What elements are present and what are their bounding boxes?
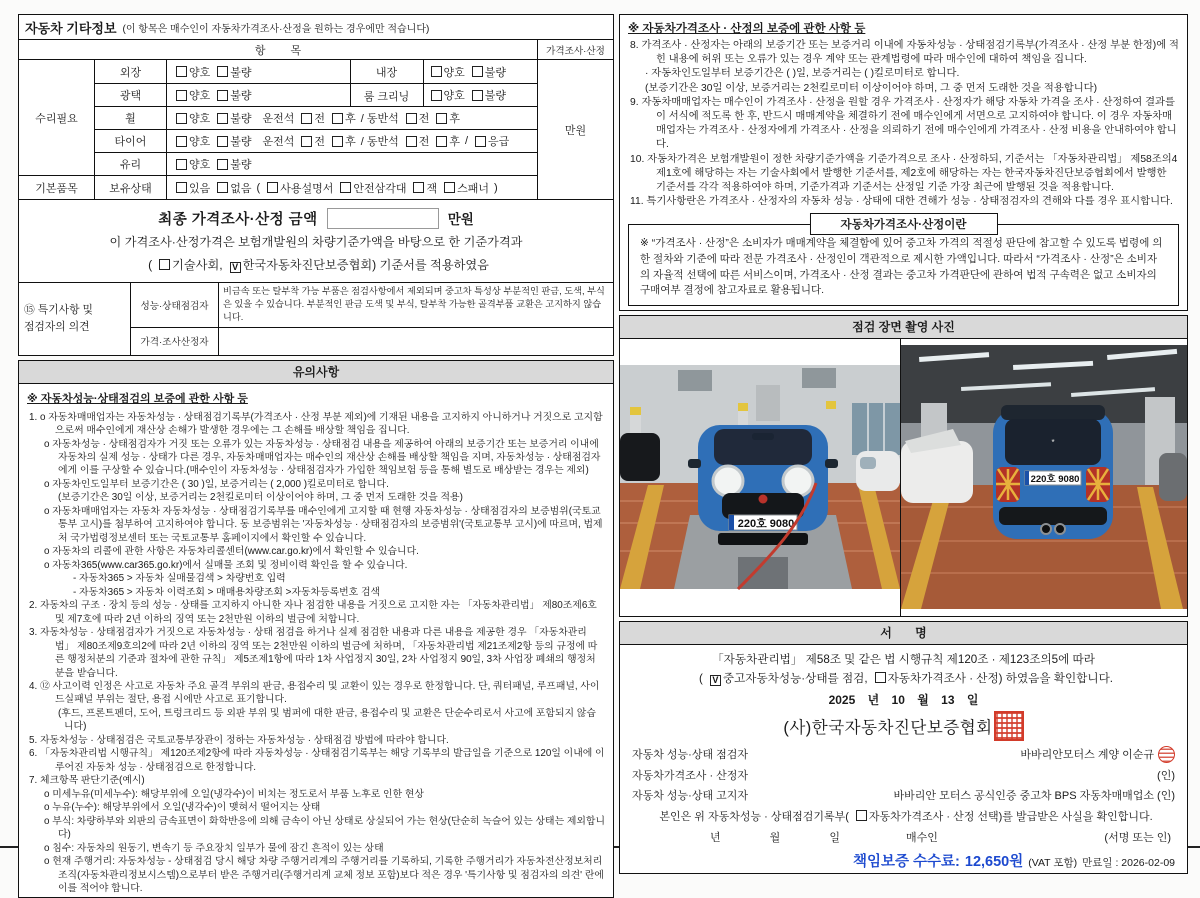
final-amount-section [19,199,613,282]
price-appraisal-warranty-box [619,14,1188,311]
buyer-signature-row [632,829,1175,845]
row-checkboxes [167,130,537,152]
checkbox-label: 불량 [230,66,252,79]
text: ) [494,181,498,194]
signer-row-appraiser [632,767,1175,783]
row-checkboxes [167,60,537,83]
notice-paragraph: 5. 자동차성능 · 상태점검은 국토교통부장관이 정하는 자동차성능 · 상태점검 방법에 따라야 합니다. [29,734,449,746]
checkbox[interactable] [431,90,442,101]
checkbox[interactable] [472,66,483,77]
warranty-fee-label: 책임보증 수수료: [852,853,960,870]
notice-paragraph: (후드, 프론트펜더, 도어, 트렁크리드 등 외판 부위 및 범퍼에 대한 판금, 용접수리 및 교환은 단순수리로서 사고에 포함되지 않습니다) [58,707,596,733]
checkbox[interactable] [436,136,447,147]
repair-row-wheel [95,106,537,129]
signer-value: (인) [1157,769,1175,782]
notice-box [18,384,614,898]
inspector-opinion-row [131,283,613,328]
signer-value: 바바리안 모터스 공식인증 중고차 BPS 자동차매매업소 (인) [893,789,1175,802]
rear-license-plate: 220호 9080 [1030,474,1080,486]
checkbox[interactable] [472,90,483,101]
signer-value: 바바리안모터스 계양 이순규 [1020,749,1154,762]
checkbox-label: 안전삼각대 [353,182,407,195]
text: ( [699,671,703,685]
checkbox-label: 불량 [230,159,252,171]
checkbox[interactable] [436,113,447,124]
appraiser-opinion-text [219,328,613,355]
notice-subheading: ※ 자동차성능·상태점검의 보증에 관한 사항 등 [27,392,248,405]
notice-paragraph: (보증기간은 30일 이상, 보증거리는 2천킬로미터 이상이어야 하며, 그 중 먼저 도래한 것을 적용) [58,492,463,504]
vehicle-other-info-table [18,14,614,356]
photo-front [620,365,900,589]
warranty-fee-row [632,850,1175,871]
signer-value-wrap [1020,746,1175,763]
sub-label: 룸 크리닝 [350,84,424,107]
repair-row-glass [95,152,537,175]
checkbox-label: 불량 [484,90,507,102]
checkbox[interactable] [176,66,187,77]
notice-paragraph: o 자동차매매업자는 자동차 자동차성능 · 상태점검기록부를 매수인에게 고지할 때 현행 자동차성능 · 상태점검자의 보증범위(국토교통부 고시)를 첨부하여 고지하여야 합니다. 동 보증범위는 '자동차성능 · 상태점검자의 보증범위'(국토교통부 고시)에 따르며, 법제처 국가법령정보센터 또는 국토교통부 홈페이지에서 확인할 수 있습니다. [44,505,603,544]
checkbox-label: 자동차가격조사 · 산정 선택)를 발급받은 사실을 확인합니다. [868,810,1153,823]
checkbox-label: 양호 [443,66,465,79]
signer-row-inspector [632,746,1175,763]
inspector-opinion-text: 비금속 또는 탈부착 가능 부품은 점검사항에서 제외되며 중고차 특성상 부분적인 판금, 도색, 부식은 있을 수 있습니다. 부분적인 판금 도색 및 부식, 탈부착 가능한 골격부품 교환은 고지하지 않습니다. [223,286,605,323]
buyer-label: 매수인 [906,831,938,844]
checkbox-label: 양호 [189,113,211,125]
text: ( [256,181,261,194]
signer-label: 자동차 성능·상태 점검자 [632,749,749,762]
buyer-confirm-line [632,808,1175,824]
repair-rows [95,60,537,175]
table-title-note: (이 항목은 매수인이 자동차가격조사·산정을 원하는 경우에만 적습니다) [122,23,430,35]
notice-paragraph: o 부식: 차량하부와 외판의 금속표면이 화학반응에 의해 금속이 아닌 상태로 상실되어 가는 현상(단순히 녹슬어 있는 상태는 제외합니다) [44,815,606,841]
notice-paragraph: o 자동차의 리콜에 관한 사항은 자동차리콜센터(www.car.go.kr)에서 확인할 수 있습니다. [44,546,419,558]
notice-paragraph: (보증기간은 30일 이상, 보증거리는 2천킬로미터 이상이어야 하며, 그 중 먼저 도래한 것을 적용합니다) [645,82,1098,94]
warranty-fee-vat: (VAT 포함) [1028,856,1078,869]
signer-label: 자동차 성능·상태 고지자 [632,789,749,802]
table-title-row [19,15,613,40]
checkbox[interactable]: V [710,675,721,686]
table-main [19,40,537,199]
photo-rear-cell [900,339,1187,616]
row-label: 타이어 [95,130,167,152]
notice-paragraph: 7. 체크항목 판단기준(예시) [29,775,145,787]
checkbox[interactable] [176,182,187,193]
checkbox[interactable] [332,113,343,124]
row-checkboxes [167,153,537,175]
price-column-header: 가격조사·산정 [538,40,613,60]
appraiser-opinion-row [131,328,613,355]
special-notes-section [19,282,613,355]
photo-front-cell [620,339,900,616]
price-appraisal-paragraph-list [628,39,1179,209]
notice-paragraph: o 누유(누수): 해당부위에서 오일(냉각수)이 맺혀서 떨어지는 상태 [44,802,321,814]
row-checkboxes [167,107,537,129]
checkbox[interactable] [176,159,187,170]
mini-rear [993,405,1113,539]
notice-paragraph: o 현재 주행거리: 자동차성능 - 상태점검 당시 해당 차량 주행거리계의 주행거리를 기록하되, 기록한 주행거리가 자동차전산정보처리조직(자동차관리정보시스템)으로부터 받은 주행거리(주행거리계 교체 정보 포함)보다 적은 경우 '특기사항 및 점검자의 의견' 란에 이를 적어야 합니다. [44,856,604,894]
checkbox-label: 전 [314,113,326,125]
notice-paragraph: 2. 자동차의 구조 · 장치 등의 성능 · 상태를 고지하지 아니한 자나 점검한 내용을 거짓으로 고지한 자는 「자동차관리법」 제80조제6호 및 제7호에 따라 2년 이하의 징역 또는 2천만원 이하의 벌금에 처합니다. [29,600,597,625]
checkbox[interactable] [176,136,187,147]
checkbox-label: 불량 [230,90,252,102]
photo-rear [901,345,1187,609]
final-amount-unit: 만원 [447,212,474,227]
checkbox[interactable] [176,90,187,101]
row-label: 외장 [95,60,167,83]
checkbox[interactable] [406,136,417,147]
checkbox-label: 양호 [189,66,211,79]
checkbox[interactable] [217,66,228,77]
row-checkboxes [167,84,537,106]
final-amount-input[interactable] [327,208,439,229]
rear-window-marking: * [1051,438,1055,448]
text: 운전석 [262,113,295,125]
text: / 동반석 [360,136,399,148]
notice-paragraph: o 침수: 자동차의 원동기, 변속기 등 주요장치 일부가 물에 잠긴 흔적이 있는 상태 [44,842,384,854]
special-notes-label-line2: 점검자의 의견 [24,320,90,333]
front-license-plate: 220호 9080 [737,518,795,531]
checkbox-label: 불량 [230,113,252,125]
checkbox-label: 있음 [189,182,211,195]
notice-paragraph: 11. 특기사항란은 가격조사 · 산정자의 자동차 성능 · 상태에 대한 견해가 성능 · 상태점검자의 견해와 다를 경우 표시합니다. [630,196,1173,208]
repair-row-polish [95,83,537,106]
special-notes-rows [131,283,613,355]
checkbox[interactable] [875,672,886,683]
notice-paragraph: o 미세누유(미세누수): 해당부위에 오일(냉각수)이 비치는 정도로서 부품 노후로 인한 현상 [44,788,424,800]
repair-grid [19,60,537,175]
checkbox[interactable] [217,90,228,101]
checkbox-label: 없음 [230,182,252,195]
price-basis-line1: 이 가격조사·산정가격은 보험개발원의 차량기준가액을 바탕으로 한 기준가격과 [109,235,523,249]
notice-paragraph: o 자동차인도일부터 보증기간은 ( 30 )일, 보증거리는 ( 2,000 )킬로미터로 합니다. [44,478,389,490]
signature-law-line: 「자동차관리법」 제58조 및 같은 법 시행규칙 제120조 · 제123조의5에 따라 [712,652,1095,666]
checkbox-label: 양호 [189,159,211,171]
notice-paragraph-list [27,411,605,896]
checkbox-label: 불량 [230,136,252,148]
special-notes-label-line1: ⑮ 특기사항 및 [24,304,93,317]
right-column [619,14,1188,870]
notice-paragraph: - 자동차365 > 자동차 실매물검색 > 차량번호 입력 [73,573,286,585]
basic-items-checkboxes [167,176,537,199]
notice-paragraph: · 자동차인도일부터 보증기간은 ( )일, 보증거리는 ( )킬로미터로 합니다. [645,68,960,80]
checkbox[interactable] [301,136,312,147]
hold-state-label: 보유상태 [95,176,167,199]
checkbox[interactable] [176,113,187,124]
checkbox[interactable] [332,136,343,147]
checkbox-label: 한국자동차진단보증협회) 기준서를 적용하였음 [242,258,489,273]
notice-header-band: 유의사항 [18,360,614,384]
text: ( [148,258,153,273]
checkbox-label: 기술사회, [172,258,223,273]
checkbox[interactable]: V [230,262,241,273]
association-stamp-icon [994,711,1024,741]
checkbox-label: 전 [418,136,430,148]
signature-header-band: 서 명 [619,621,1188,645]
left-column [18,14,614,894]
inspector-seal-icon [1158,746,1175,763]
price-appraisal-definition-box [628,219,1179,305]
checkbox-label: 전 [314,136,326,148]
repair-row-tire [95,129,537,152]
checkbox-label: 잭 [426,182,438,195]
warranty-fee-expiry: 만료일 : 2026-02-09 [1082,856,1175,869]
checkbox[interactable] [267,182,278,193]
basic-items-row [19,175,537,199]
checkbox-label: 양호 [189,136,211,148]
notice-paragraph: 4. ⑫ 사고이력 인정은 사고로 자동차 주요 골격 부위의 판금, 용접수리 및 교환이 있는 경우로 한정합니다. 단, 쿼터패널, 루프패널, 사이드실패널 부위는 절단, 용접 시에만 사고로 표기합니다. [29,680,600,706]
association-name: (사)한국자동차진단보증협회 [783,718,993,737]
notice-paragraph: 8. 가격조사 · 산정자는 아래의 보증기간 또는 보증거리 이내에 자동차성능 · 상태점검기록부(가격조사 · 산정 부분 한정)에 적힌 내용에 허위 또는 오류가 있는 경우 계약 또는 관계법령에 따라 매수인에 대하여 책임을 집니다. [630,40,1179,66]
row-label: 광택 [95,84,167,106]
checkbox-label: 자동차가격조사 · 산정) 하였음을 확인합니다. [887,671,1113,685]
checkbox[interactable] [413,182,424,193]
price-unit-cell: 만원 [564,124,587,137]
repair-group-label: 수리필요 [19,60,95,175]
notice-paragraph: 9. 자동차매매업자는 매수인이 가격조사 · 산정을 원할 경우 가격조사 · 산정자가 해당 자동차 가격을 조사 · 산정하여 결과를 이 서식에 적도록 한 후, 반드시 매매계약을 체결하기 전에 매수인에게 서면으로 고지하여야 합니다. 이 경우 자동차매매업자는 가격조사 · 산정자에게 가격조사 · 산정을 의뢰하기 전에 매수인에게 가격조사 · 산정 비용을 안내하여야 합니다. [630,96,1177,151]
notice-paragraph: - 자동차365 > 자동차 이력조회 > 매매용차량조회 >자동차등록번호 검색 [73,586,381,598]
notice-paragraph: 6. 「자동차관리법 시행규칙」 제120조제2항에 따라 자동차성능 · 상태점검기록부는 해당 기록부의 발급일을 기준으로 120일 이내에 이루어진 자동차 성능 · 상태점검으로 한정합니다. [29,748,605,773]
signer-label: 자동차가격조사 · 산정자 [632,769,749,782]
checkbox[interactable] [406,113,417,124]
checkbox[interactable] [340,182,351,193]
final-amount-row [19,205,613,231]
definition-box-text: ※ “가격조사 · 산정”은 소비자가 매매계약을 체결함에 있어 중고차 가격의 적절성 판단에 참고할 수 있도록 법령에 의한 절차와 기준에 따라 전문 가격조사 · 산정인이 객관적으로 제시한 가액입니다. 따라서 “가격조사 · 산정”은 소비자의 자율적 선택에 따른 서비스이며, 가격조사 · 산정 결과는 중고차 가격판단에 관하여 법적 구속력은 없고 소비자의 구매여부 결정에 참고자료로 활용됩니다. [640,237,1163,297]
checkbox-label: 후 [345,113,356,125]
signer-row-notifier [632,787,1175,803]
repair-row-exterior [95,60,537,83]
signature-check-line [632,670,1175,686]
notice-paragraph: 3. 자동차성능 · 상태점검자가 거짓으로 자동차성능 · 상태 점검을 하거나 실제 점검한 내용과 다른 내용을 제공한 경우 「자동차관리법」 제80조제9호의2에 따라 2년 이하의 징역 또는 2천만원 이하의 벌금에 처하며, 「자동차관리법 제21조제2항 등의 규정에 따른 행정처분의 기준과 절차에 관한 규칙」 제5조제1항에 따라 1차 사업정지 30일, 2차 사업정지 90일, 3차 사업장 폐쇄의 행정처분을 받습니다. [29,627,598,679]
signature-org-row [632,710,1175,742]
checkbox-label: 후 [449,113,460,125]
warranty-fee-amount: 12,650원 [964,853,1024,870]
checkbox-label: 응급 [488,136,510,148]
notice-paragraph: o 자동차365(www.car365.go.kr)에서 실매물 조회 및 정비이력 확인을 할 수 있습니다. [44,559,408,571]
sub-label: 내장 [350,60,424,83]
text: 본인은 위 자동차성능 · 상태점검기록부( [659,810,849,823]
checkbox[interactable] [217,182,228,193]
text: / 동반석 [360,113,399,125]
buyer-date-blanks: 년 월 일 [710,831,840,844]
price-basis-line2 [19,254,613,277]
checkbox-label: 양호 [443,90,465,102]
definition-box-title: 자동차가격조사·산정이란 [809,213,997,235]
table-body [19,40,613,199]
appraiser-opinion-label: 가격·조사산정자 [131,328,219,355]
buyer-seal-note: (서명 또는 인) [1104,831,1171,844]
checkbox-label: 후 [449,136,460,148]
checkbox-label: 스패너 [457,182,490,195]
checkbox[interactable] [431,66,442,77]
checkbox-label: 불량 [484,66,507,79]
checkbox-label: 후 [345,136,356,148]
checkbox-label: 중고자동차성능·상태를 점검, [722,671,868,685]
text: / [464,135,469,147]
checkbox-label: 양호 [189,90,211,102]
table-title: 자동차 기타정보 [25,20,117,36]
inspector-opinion-label: 성능·상태점검자 [131,283,219,327]
checkbox[interactable] [475,136,486,147]
text: 운전석 [262,136,295,148]
final-amount-label: 최종 가격조사·산정 금액 [158,211,318,228]
signature-box [619,645,1188,874]
checkbox[interactable] [217,159,228,170]
notice-paragraph: 1. o 자동차매매업자는 자동차성능 · 상태점검기록부(가격조사 · 산정 부분 제외)에 기재된 내용을 고지하지 아니하거나 거짓으로 고지함으로써 매수인에게 재산상 손해가 발생한 경우에는 그 손해를 배상할 책임을 집니다. [29,411,603,437]
photo-header-band: 점검 장면 촬영 사진 [619,315,1188,339]
row-label: 유리 [95,153,167,175]
checkbox-label: 전 [418,113,430,125]
checkbox[interactable] [159,259,170,270]
checkbox-label: 사용설명서 [280,182,334,195]
signature-date: 2025 년 10 월 13 일 [828,692,979,707]
checkbox[interactable] [856,810,867,821]
inspection-photos [619,339,1188,617]
notice-paragraph: 10. 자동차가격은 보험개발원이 정한 차량기준가액을 기준가격으로 조사 · 산정하되, 기준서는 「자동차관리법」 제58조의4제1호에 해당하는 자는 기술사회에서 발행한 기준서를, 제2호에 해당하는 자는 한국자동차진단보증협회에서 발행한 기준서를 각각 적용하여야 하며, 기준가격과 기준서는 산정일 기준 가장 최근에 발행된 것을 적용합니다. [630,153,1178,194]
basic-items-label: 기본품목 [19,176,95,199]
row-label: 휠 [95,107,167,129]
price-appraisal-warranty-heading: ※ 자동차가격조사 · 산정의 보증에 관한 사항 등 [628,23,866,35]
special-notes-label [19,283,131,355]
checkbox[interactable] [301,113,312,124]
checkbox[interactable] [217,136,228,147]
checkbox[interactable] [444,182,455,193]
price-column [537,40,613,199]
checkbox[interactable] [217,113,228,124]
item-column-header: 항 목 [19,40,537,60]
notice-paragraph: o 자동차성능 · 상태점검자가 거짓 또는 오류가 있는 자동차성능 · 상태점검 내용을 제공하여 아래의 보증기간 또는 보증거리 이내에 자동차의 실제 성능 · 상태가 다른 경우, 자동차매매업자는 매수인의 재산상 손해를 배상할 책임을 지며, 자동차성능 · 상태점검자에게 이를 구상할 수 있습니다.(매수인이 자동차성능 · 상태점검자가 가입한 책임보험 등을 통해 별도로 배상받는 경우는 제외) [44,438,601,477]
